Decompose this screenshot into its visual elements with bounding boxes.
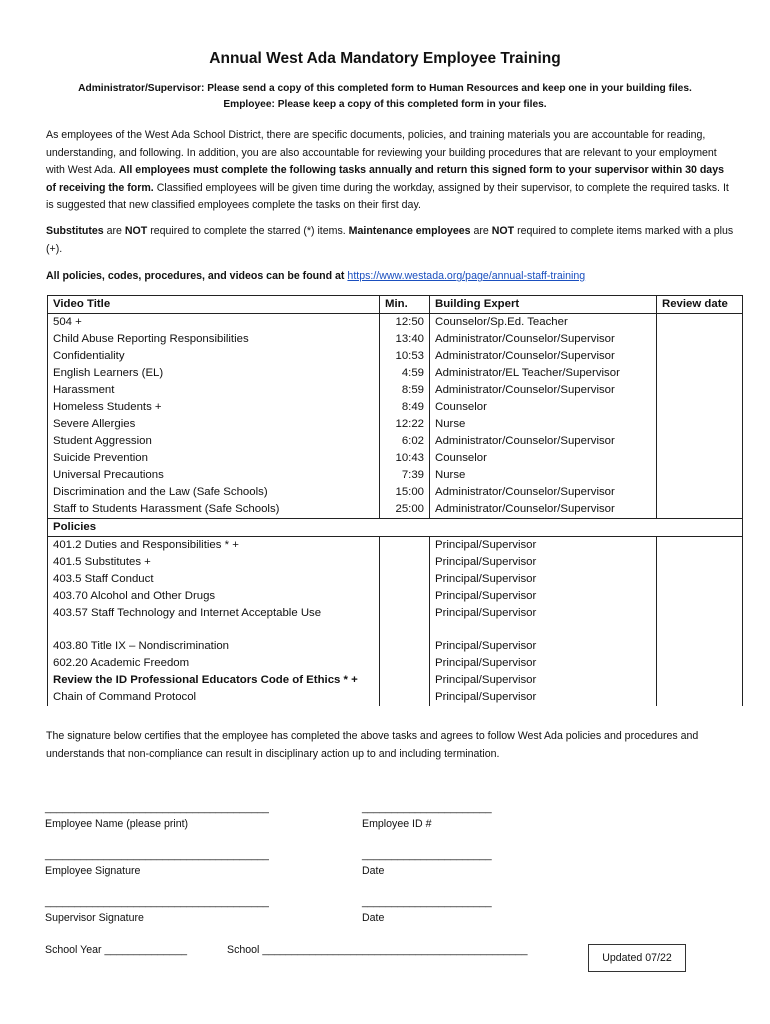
- video-minutes: 8:59: [380, 382, 430, 399]
- video-row: [48, 382, 743, 399]
- review-date-cell[interactable]: [657, 433, 743, 450]
- video-minutes: 10:43: [380, 450, 430, 467]
- video-title: English Learners (EL): [48, 365, 380, 382]
- video-expert: Administrator/Counselor/Supervisor: [430, 348, 657, 365]
- date-line-2[interactable]: ______________________: [362, 896, 492, 908]
- video-row: [48, 365, 743, 382]
- video-minutes: 12:22: [380, 416, 430, 433]
- employee-signature-line[interactable]: ______________________________________: [45, 849, 269, 861]
- video-title: Student Aggression: [48, 433, 380, 450]
- intro-text-2: Classified employees will be given time during the workday, assigned by their supervisor, to complete the required tasks. It is suggested that new classified employees complete the tasks on their first day.: [46, 181, 729, 211]
- video-title: Child Abuse Reporting Responsibilities: [48, 331, 380, 348]
- policies-header: Policies: [48, 519, 743, 537]
- video-expert: Counselor: [430, 450, 657, 467]
- date-line-1[interactable]: ______________________: [362, 849, 492, 861]
- policy-title: 403.5 Staff Conduct: [48, 571, 380, 588]
- review-date-cell[interactable]: [657, 348, 743, 365]
- header-minutes: Min.: [380, 296, 430, 314]
- video-minutes: 4:59: [380, 365, 430, 382]
- intro-paragraph: [46, 127, 736, 215]
- policy-row: [48, 571, 743, 588]
- policy-minutes: [380, 638, 430, 655]
- policies-header-row: [48, 519, 743, 537]
- video-row: [48, 348, 743, 365]
- sub-t3: are: [473, 225, 489, 237]
- policy-minutes: [380, 655, 430, 672]
- review-date-cell[interactable]: [657, 588, 743, 605]
- video-minutes: 10:53: [380, 348, 430, 365]
- video-title: Universal Precautions: [48, 467, 380, 484]
- video-expert: Administrator/EL Teacher/Supervisor: [430, 365, 657, 382]
- video-row: [48, 314, 743, 332]
- video-title: Discrimination and the Law (Safe Schools): [48, 484, 380, 501]
- video-title: 504 +: [48, 314, 380, 332]
- video-row: [48, 450, 743, 467]
- review-date-cell[interactable]: [657, 571, 743, 588]
- substitutes-note: [46, 223, 736, 258]
- school-field[interactable]: School _____________________________________________: [227, 944, 528, 956]
- header-video-title: Video Title: [48, 296, 380, 314]
- policy-row: [48, 588, 743, 605]
- training-table: [47, 295, 743, 706]
- policy-row: [48, 638, 743, 655]
- review-date-cell[interactable]: [657, 605, 743, 638]
- policy-expert: Principal/Supervisor: [430, 638, 657, 655]
- sub-b4: NOT: [491, 225, 515, 237]
- employee-name-label: Employee Name (please print): [45, 818, 189, 830]
- policy-title: 602.20 Academic Freedom: [48, 655, 380, 672]
- video-title: Suicide Prevention: [48, 450, 380, 467]
- policy-title: Chain of Command Protocol: [48, 689, 380, 706]
- policy-minutes: [380, 672, 430, 689]
- video-title: Harassment: [48, 382, 380, 399]
- policy-expert: Principal/Supervisor: [430, 554, 657, 571]
- policy-expert: Principal/Supervisor: [430, 689, 657, 706]
- review-date-cell[interactable]: [657, 382, 743, 399]
- policy-row: [48, 537, 743, 555]
- policy-title: 401.2 Duties and Responsibilities * +: [48, 537, 380, 555]
- certification-text: The signature below certifies that the employee has completed the above tasks and agrees to follow West Ada policies and procedures and understands that non-compliance can result in disciplinary action up to and including termination.: [46, 730, 699, 760]
- video-expert: Counselor: [430, 399, 657, 416]
- video-expert: Administrator/Counselor/Supervisor: [430, 382, 657, 399]
- policy-row: [48, 689, 743, 706]
- review-date-cell[interactable]: [657, 467, 743, 484]
- video-expert: Administrator/Counselor/Supervisor: [430, 501, 657, 519]
- form-title: Annual West Ada Mandatory Employee Training: [209, 50, 561, 67]
- policy-minutes: [380, 571, 430, 588]
- video-row: [48, 399, 743, 416]
- review-date-cell[interactable]: [657, 554, 743, 571]
- employee-signature-label: Employee Signature: [45, 865, 141, 877]
- video-title: Homeless Students +: [48, 399, 380, 416]
- video-expert: Administrator/Counselor/Supervisor: [430, 331, 657, 348]
- review-date-cell[interactable]: [657, 331, 743, 348]
- sub-t4: required to complete items marked with a plus (+).: [46, 225, 734, 255]
- policy-minutes: [380, 689, 430, 706]
- instruction-supervisor: Administrator/Supervisor: Please send a copy of this completed form to Human Resources and keep one in your building files.: [78, 83, 692, 94]
- updated-badge: Updated 07/22: [588, 944, 686, 972]
- video-row: [48, 416, 743, 433]
- date-label-1: Date: [362, 865, 385, 877]
- policy-minutes: [380, 588, 430, 605]
- table-header-row: [48, 296, 743, 314]
- policy-expert: Principal/Supervisor: [430, 588, 657, 605]
- policy-row: [48, 605, 743, 638]
- policy-minutes: [380, 605, 430, 638]
- video-minutes: 12:50: [380, 314, 430, 332]
- employee-id-line[interactable]: ______________________: [362, 802, 492, 814]
- policy-expert: Principal/Supervisor: [430, 655, 657, 672]
- video-expert: Nurse: [430, 467, 657, 484]
- video-minutes: 25:00: [380, 501, 430, 519]
- policy-title: 403.57 Staff Technology and Internet Acceptable Use: [48, 605, 380, 638]
- sub-b3: Maintenance employees: [348, 225, 471, 237]
- policy-minutes: [380, 537, 430, 555]
- review-date-cell[interactable]: [657, 450, 743, 467]
- review-date-cell[interactable]: [657, 314, 743, 332]
- video-title: Severe Allergies: [48, 416, 380, 433]
- date-label-2: Date: [362, 912, 385, 924]
- supervisor-signature-label: Supervisor Signature: [45, 912, 144, 924]
- header-review-date: Review date: [657, 296, 743, 314]
- video-expert: Nurse: [430, 416, 657, 433]
- video-row: [48, 501, 743, 519]
- policy-expert: Principal/Supervisor: [430, 537, 657, 555]
- review-date-cell[interactable]: [657, 365, 743, 382]
- policy-expert: Principal/Supervisor: [430, 672, 657, 689]
- resources-text: All policies, codes, procedures, and videos can be found at: [46, 270, 345, 282]
- header-building-expert: Building Expert: [430, 296, 657, 314]
- supervisor-signature-line[interactable]: ______________________________________: [45, 896, 269, 908]
- policy-row: [48, 672, 743, 689]
- review-date-cell[interactable]: [657, 638, 743, 655]
- review-date-cell[interactable]: [657, 655, 743, 672]
- policy-minutes: [380, 554, 430, 571]
- video-row: [48, 433, 743, 450]
- policy-title: Review the ID Professional Educators Code of Ethics * +: [48, 672, 380, 689]
- review-date-cell[interactable]: [657, 416, 743, 433]
- policy-row: [48, 554, 743, 571]
- review-date-cell[interactable]: [657, 537, 743, 555]
- policy-title: 403.80 Title IX – Nondiscrimination: [48, 638, 380, 655]
- video-expert: Counselor/Sp.Ed. Teacher: [430, 314, 657, 332]
- video-minutes: 6:02: [380, 433, 430, 450]
- policy-expert: Principal/Supervisor: [430, 571, 657, 588]
- policy-title: 403.70 Alcohol and Other Drugs: [48, 588, 380, 605]
- review-date-cell[interactable]: [657, 672, 743, 689]
- video-minutes: 15:00: [380, 484, 430, 501]
- video-row: [48, 467, 743, 484]
- resources-line: [46, 268, 736, 286]
- employee-name-line[interactable]: ______________________________________: [45, 802, 269, 814]
- intro-text-1: As employees of the West Ada School District, there are specific documents, policies, and training materials you are accountable for reading, understanding, and following. In addition, you are also accountable for reviewing your building procedures that are relevant to your employment with West Ada.: [46, 129, 717, 176]
- video-expert: Administrator/Counselor/Supervisor: [430, 484, 657, 501]
- training-link[interactable]: https://www.westada.org/page/annual-staff-training: [347, 270, 586, 282]
- review-date-cell[interactable]: [657, 689, 743, 706]
- sub-b1: Substitutes: [46, 225, 104, 237]
- video-expert: Administrator/Counselor/Supervisor: [430, 433, 657, 450]
- video-row: [48, 331, 743, 348]
- policy-expert: Principal/Supervisor: [430, 605, 657, 638]
- review-date-cell[interactable]: [657, 501, 743, 519]
- policy-title: 401.5 Substitutes +: [48, 554, 380, 571]
- review-date-cell[interactable]: [657, 484, 743, 501]
- sub-b2: NOT: [124, 225, 148, 237]
- video-title: Confidentiality: [48, 348, 380, 365]
- review-date-cell[interactable]: [657, 399, 743, 416]
- video-title: Staff to Students Harassment (Safe Schools): [48, 501, 380, 519]
- policy-row: [48, 655, 743, 672]
- video-minutes: 13:40: [380, 331, 430, 348]
- video-row: [48, 484, 743, 501]
- intro-bold-requirement: All employees must complete the following tasks annually and return this signed form to your supervisor within 30 days of receiving the form.: [46, 164, 724, 194]
- video-minutes: 7:39: [380, 467, 430, 484]
- sub-t1: are: [106, 225, 122, 237]
- video-minutes: 8:49: [380, 399, 430, 416]
- employee-id-label: Employee ID #: [362, 818, 432, 830]
- school-year-field[interactable]: School Year ______________: [45, 944, 187, 956]
- sub-t2: required to complete the starred (*) items.: [150, 225, 346, 237]
- instruction-employee: Employee: Please keep a copy of this completed form in your files.: [223, 99, 547, 110]
